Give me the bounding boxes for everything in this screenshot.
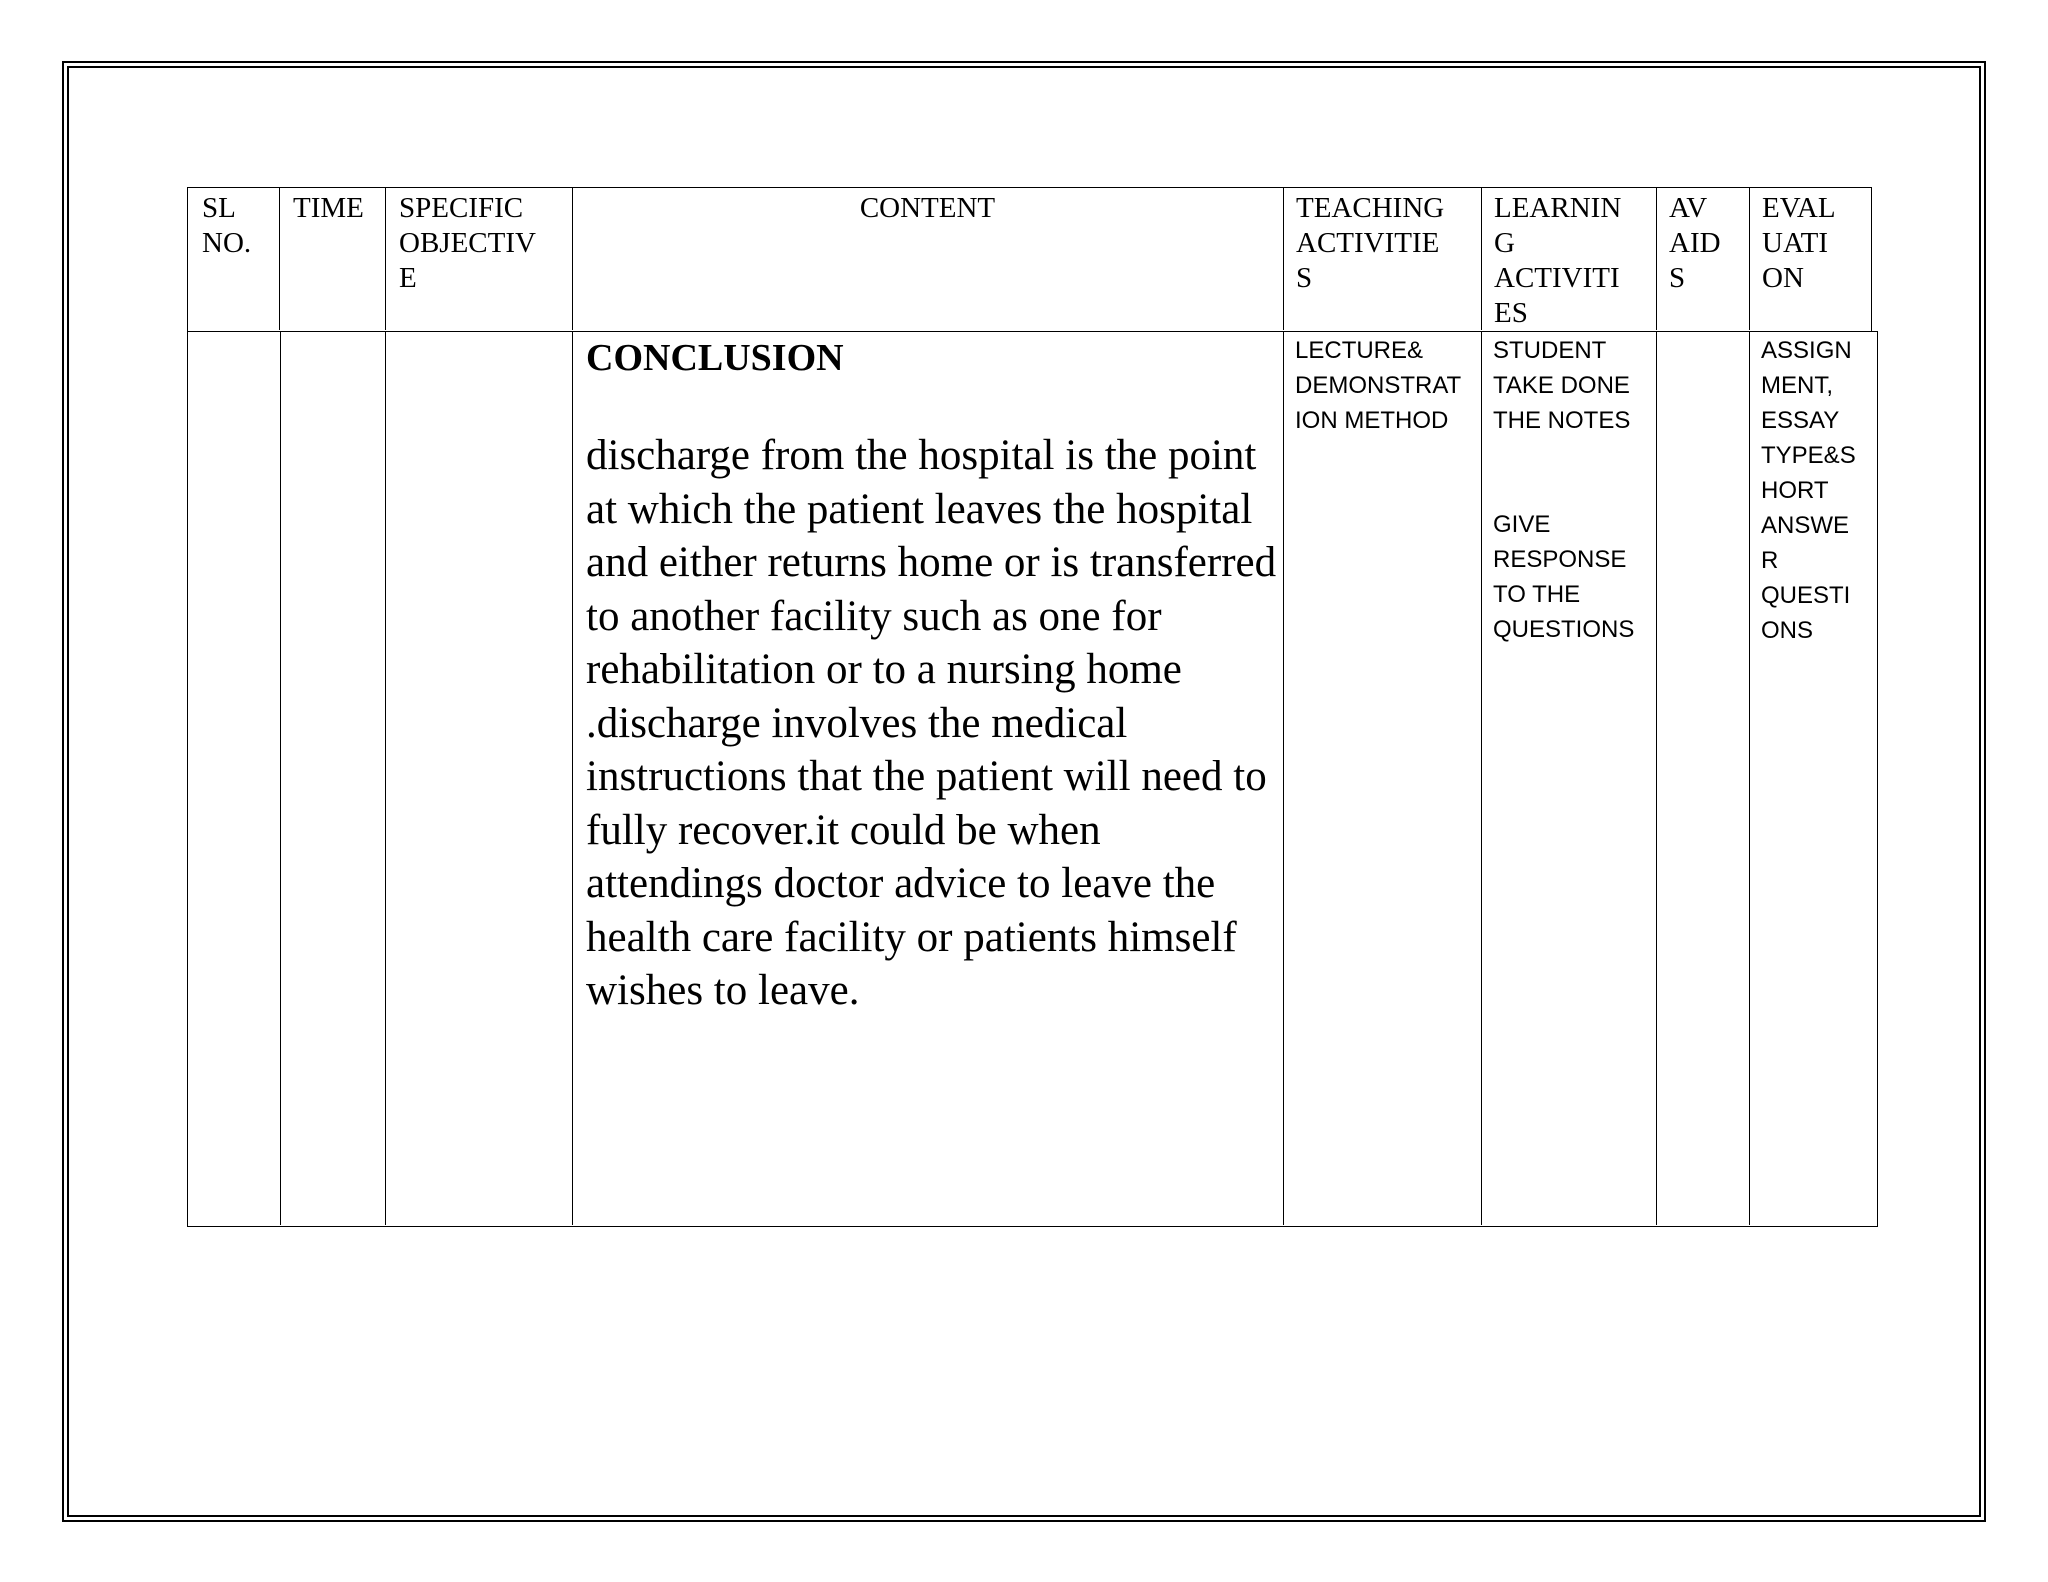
header-evaluation: EVAL UATI ON [1762, 192, 1836, 294]
column-divider [279, 188, 280, 330]
header-sl-no: SL NO. [202, 192, 252, 259]
column-divider [1656, 188, 1657, 330]
column-divider [1481, 332, 1482, 1225]
header-teaching-activities: TEACHING ACTIVITIE S [1296, 192, 1445, 294]
content-text: discharge from the hospital is the point at which the patient leaves the hospital and either returns home or is transferred to another facility such as one for rehabilitation or to a nursing home .discharge involves the medical instructions that the patient will need to fully recover.it could be when attendings doctor advice to leave the health care facility or patients himself wishes to leave. [586, 432, 1277, 1014]
header-learning-activities: LEARNIN G ACTIVITI ES [1494, 192, 1622, 329]
header-time: TIME [293, 192, 364, 224]
column-divider [1749, 188, 1750, 330]
column-divider [1749, 332, 1750, 1225]
column-divider [1481, 188, 1482, 330]
content-title: CONCLUSION [586, 337, 844, 379]
column-divider [572, 332, 573, 1225]
column-divider [385, 332, 386, 1225]
column-divider [1656, 332, 1657, 1225]
learning-activities-cell: STUDENT TAKE DONE THE NOTES [1493, 337, 1631, 434]
header-specific-objective: SPECIFIC OBJECTIV E [399, 192, 536, 294]
teaching-activities-cell: LECTURE& DEMONSTRAT ION METHOD [1295, 337, 1462, 434]
evaluation-cell: ASSIGN MENT, ESSAY TYPE&S HORT ANSWE R QUESTI ONS [1761, 337, 1856, 644]
column-divider [1283, 188, 1284, 330]
column-divider [385, 188, 386, 330]
learning-activities-cell-2: GIVE RESPONSE TO THE QUESTIONS [1493, 511, 1635, 643]
header-av-aids: AV AID S [1669, 192, 1721, 294]
header-content: CONTENT [859, 192, 996, 224]
column-divider [280, 332, 281, 1225]
table-header-row [187, 187, 1872, 332]
